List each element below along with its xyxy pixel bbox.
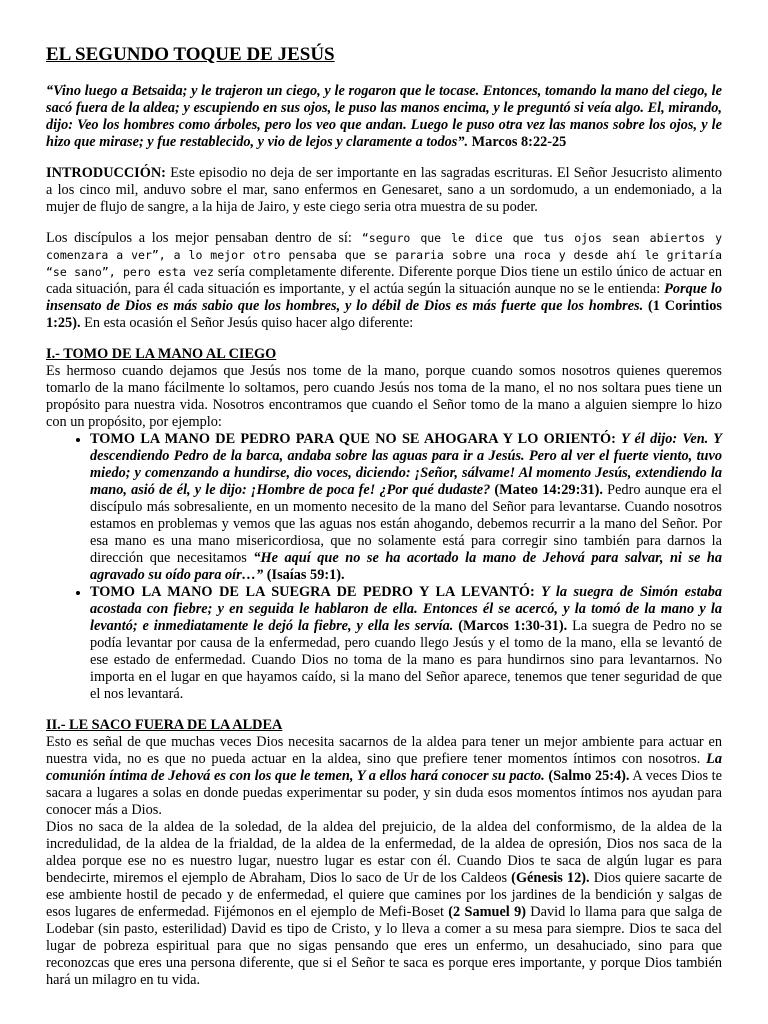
introduction-text: Este episodio no deja de ser importante en las sagradas escrituras. El Señor Jesucristo alimento a los cinco mil, anduvo sobre el mar, sano enfermos en Genesaret, sano a un sordomudo, a un endemoniado, a la mujer de flujo de sangre, a la hija de Jairo, y este ciego seria otra muestra de su poder.: [46, 165, 723, 215]
section-2-p1-text-d: A veces Dios te sacara a lugares a solas en donde puedas experimentar su poder, y sin duda esos momentos íntimos nos ayudan para conocer más a Dios.: [46, 768, 722, 818]
quote-reference: Marcos 8:22-25: [471, 134, 567, 150]
disciples-text-b: “seguro que le dice que tus ojos sean abiertos y comenzara a ver”, a lo mejor otro pensaba que se pararia sobre una roca y desde ahí le gritaría “se sano”, pero esta vez: [46, 231, 722, 279]
bullet-mother-in-law-verse: Y la suegra de Simón estaba acostada con fiebre; y en seguida le hablaron de ella. Entonces él se acercó, y la tomó de la mano y la levantó; e inmediatamente le dejó la fiebre, y ella les servía.: [90, 584, 722, 634]
bullet-mother-in-law-text: La suegra de Pedro no se podía levantar por causa de la enfermedad, pero cuando llego Jesús y el tomo de la mano, ella se levantó de ese estado de enfermedad. Cuando Dios no toma de la mano es para hundirnos sino para levantarnos. No importa en el lugar en que hayamos caído, si la mano del Señor aparece, tenemos que tener seguridad de que el nos levantará.: [90, 618, 722, 702]
section-2-heading: II.- LE SACO FUERA DE LA ALDEA: [46, 717, 283, 733]
bullet-peter-reference: (Mateo 14:29:31).: [490, 482, 603, 498]
section-1-heading: I.- TOMO DE LA MANO AL CIEGO: [46, 346, 277, 362]
bullet-peter-isaiah-reference: (Isaías 59:1).: [263, 567, 345, 583]
genesis-reference: (Génesis 12).: [507, 870, 590, 886]
psalm-reference: (Salmo 25:4).: [544, 768, 630, 784]
samuel-reference: (2 Samuel 9): [443, 904, 526, 920]
disciples-text-f: En esta ocasión el Señor Jesús quiso hacer algo diferente:: [80, 315, 414, 331]
disciples-text-c: sería completamente diferente. Diferente porque Dios tiene un estilo único de actuar en cada situación, para él cada situación es importante, y el actúa según la situación aunque no se le entienda:: [46, 264, 722, 297]
section-1-text: Es hermoso cuando dejamos que Jesús nos tome de la mano, porque cuando somos nosotros quienes queremos tomarlo de la mano fácilmente lo soltamos, pero cuando Jesús nos toma de la mano, el no nos soltara pues tiene un propósito para nuestra vida. Nosotros encontramos que cuando el Señor tomo de la mano a alguien siempre lo hizo con un propósito, por ejemplo:: [46, 363, 722, 430]
psalm-verse: La comunión íntima de Jehová es con los que le temen, Y a ellos hará conocer su pacto.: [46, 751, 722, 784]
section-2-p2-text-a: Dios no saca de la aldea de la soledad, de la aldea del prejuicio, de la aldea del conformismo, de la aldea de la incredulidad, de la aldea de la frialdad, de la aldea de la enfermedad, de la aldea de opresión, Dios nos saca de la aldea porque ese no es nuestro lugar, nuestro lugar es estar con él. Cuando Dios te saca de algún lugar es para bendecirte, miremos el ejemplo de Abraham, Dios lo saco de Ur de los Caldeos: [46, 819, 722, 886]
section-2-paragraph-2: [46, 819, 722, 989]
section-2-p2-text-c: Dios quiere sacarte de ese ambiente hostil de pecado y de enfermedad, el quiere que camines por los jardines de la bendición y salgas de esos lugares de enfermedad. Fijémonos en el ejemplo de Mefi-Boset: [46, 870, 723, 920]
introduction-label: INTRODUCCIÓN:: [46, 165, 166, 181]
bullet-peter-verse: Y él dijo: Ven. Y descendiendo Pedro de la barca, andaba sobre las aguas para ir a Jesús. Pero al ver el fuerte viento, tuvo miedo; y comenzando a hundirse, dio voces, diciendo: ¡Señor, sálvame! Al momento Jesús, extendiendo la mano, asió de él, y le dijo: ¡Hombre de poca fe! ¿Por qué dudaste?: [90, 431, 723, 498]
quote-text: “Vino luego a Betsaida; y le trajeron un ciego, y le rogaron que le tocase. Entonces, tomando la mano del ciego, le sacó fuera de la aldea; y escupiendo en sus ojos, le puso las manos encima, y le preguntó si veía algo. El, mirando, dijo: Veo los hombres como árboles, pero los veo que andan. Luego le puso otra vez las manos sobre los ojos, y le hizo que mirase; y fue restablecido, y vio de lejos y claramente a todos”.: [46, 83, 722, 150]
bullet-peter-text: Pedro aunque era el discípulo más sobresaliente, en un momento necesito de la mano del Señor para levantarse. Cuando nosotros estamos en problemas y vemos que las aguas nos están ahogando, debemos recurrir a la mano del Señor. Por esa mano es una mano misericordiosa, que no solamente está para corregir sino también para darnos la dirección que necesitamos: [90, 482, 722, 566]
introduction-paragraph: [46, 165, 722, 216]
disciples-paragraph: [46, 230, 722, 332]
section-1-bullets: [46, 431, 722, 703]
opening-quote: [46, 83, 722, 151]
bullet-mother-in-law: [90, 584, 722, 703]
corinthians-reference: (1 Corintios 1:25).: [46, 298, 722, 331]
page-title: EL SEGUNDO TOQUE DE JESÚS: [46, 44, 335, 65]
section-2-paragraph-1: [46, 734, 722, 819]
bullet-peter: [90, 431, 722, 584]
section-2-p1-text-a: Esto es señal de que muchas veces Dios necesita sacarnos de la aldea para tener un mejor ambiente para actuar en nuestra vida, no es que no pueda actuar en la aldea, sino que prefiere tener momentos íntimos con nosotros.: [46, 734, 722, 767]
bullet-mother-in-law-lead: TOMO LA MANO DE LA SUEGRA DE PEDRO Y LA LEVANTÓ:: [90, 584, 535, 600]
disciples-text-a: Los discípulos a los mejor pensaban dentro de sí:: [46, 230, 352, 246]
bullet-peter-lead: TOMO LA MANO DE PEDRO PARA QUE NO SE AHOGARA Y LO ORIENTÓ:: [90, 431, 616, 447]
corinthians-verse: Porque lo insensato de Dios es más sabio que los hombres, y lo débil de Dios es más fuerte que los hombres.: [46, 281, 723, 314]
bullet-mother-in-law-reference: (Marcos 1:30-31).: [453, 618, 568, 634]
bullet-peter-isaiah-verse: “He aquí que no se ha acortado la mano de Jehová para salvar, ni se ha agravado su oído para oír…”: [90, 550, 722, 583]
section-2-p2-text-e: David lo llama para que salga de Lodebar (sin pasto, esterilidad) David es tipo de Cristo, y lo lleva a comer a su mesa para siempre. Dios te saca del lugar de pobreza espiritual para que no sigas pensando que eres un enfermo, un desahuciado, sino para que reconozcas que eres una persona diferente, que si el Señor te saca es porque eres importante, y porque Dios también hará un milagro en tu vida.: [46, 904, 722, 988]
